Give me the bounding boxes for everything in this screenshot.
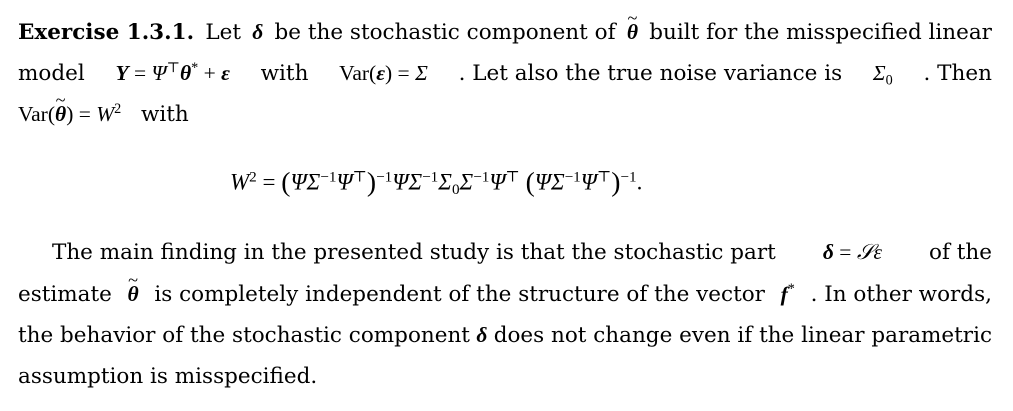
exercise-line-3 <box>18 101 189 127</box>
math-f-star: f* <box>780 281 795 306</box>
text-with: with <box>260 61 309 86</box>
text-of-the: of the <box>929 240 992 265</box>
text-with-2: with <box>140 102 189 127</box>
text-then: . Then <box>923 61 992 86</box>
math-var-theta: Var(~ $\theta) = W^2$ <box>18 102 121 126</box>
math-theta-tilde: ~ θ <box>627 22 638 44</box>
display-equation-w2: $W^2 = (\Psi\Sigma^{-1}\Psi^⊤)^{-1}\Psi\Sigma^{-1}\Sigma_0\Sigma^{-1}\Psi^⊤$ $(\Psi\Sigma^{-1}\Psi^⊤)^{-1}$. <box>230 166 643 199</box>
text-built: built for the misspecified linear <box>649 20 992 45</box>
paragraph-line-3 <box>18 325 992 347</box>
math-var-eps: Var(ε) = Σ <box>339 61 428 85</box>
exercise-line-2 <box>18 60 992 89</box>
math-sigma0: $\Sigma_0$ <box>872 61 893 89</box>
text-completely: is completely independent of the structure of the vector <box>154 282 765 307</box>
exercise-label: Exercise 1.3.1. <box>18 20 195 45</box>
text-stochastic: be the stochastic component of <box>274 20 616 45</box>
text-let-also: . Let also the true noise variance is <box>458 61 843 86</box>
text-let: Let <box>205 20 241 45</box>
text-main-finding: The main finding in the presented study is that the stochastic part <box>52 240 776 265</box>
exercise-line-1 <box>18 22 992 44</box>
text-model: model <box>18 61 85 86</box>
text-does-not: does not change even if the linear parametric <box>493 323 992 348</box>
math-delta: δ <box>252 20 264 44</box>
math-delta-eq: δ = 𝒮ε <box>822 240 882 264</box>
paragraph-line-1 <box>52 242 992 264</box>
paragraph-line-4: assumption is misspecified. <box>18 364 318 389</box>
text-behavior: the behavior of the stochastic component <box>18 323 470 348</box>
text-other-words: . In other words, <box>810 282 992 307</box>
paragraph-line-2 <box>18 281 992 307</box>
math-model-equation: Y = Ψ⊤θ* + ε <box>115 60 230 85</box>
text-estimate: estimate <box>18 282 112 307</box>
math-delta-2: δ <box>476 323 488 347</box>
math-theta-tilde-2: ~ θ <box>128 284 139 306</box>
